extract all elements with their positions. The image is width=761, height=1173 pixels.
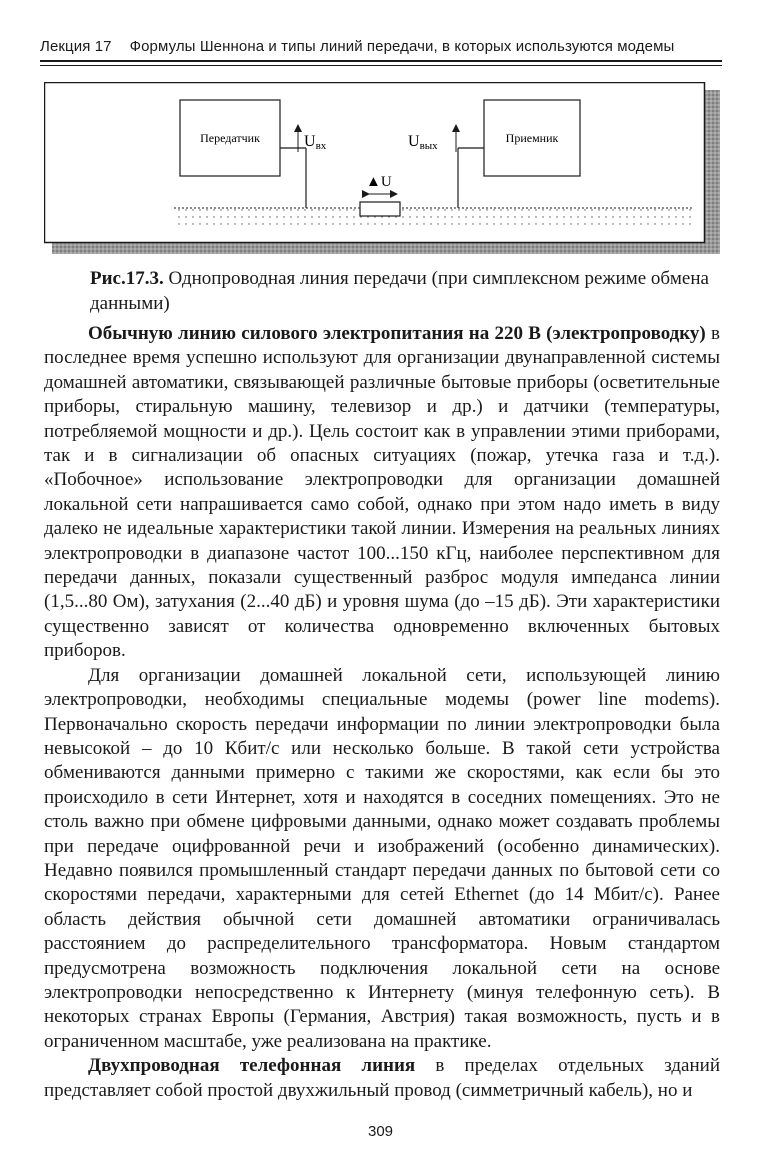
u-out-label: Uвых xyxy=(408,133,438,152)
figure-diagram xyxy=(44,82,724,257)
body-text xyxy=(44,322,720,1103)
page-number: 309 xyxy=(367,1123,394,1140)
header-rule xyxy=(40,60,722,62)
paragraph-lead: Обычную линию силового электропитания на 220 В (электропроводку) xyxy=(88,323,706,344)
paragraph-text: в пределах отдельных зданий представляет собой простой двухжильный провод (симметричный кабель), но и xyxy=(44,1055,720,1101)
figure-caption xyxy=(90,266,720,316)
caption-text: Однопроводная линия передачи (при симплексном режиме обмена данными) xyxy=(90,268,709,314)
delta-u-label: ▲U xyxy=(366,174,392,190)
u-in-label: Uвх xyxy=(304,133,327,152)
single-wire-line-diagram xyxy=(44,82,724,257)
paragraph xyxy=(44,1054,720,1103)
running-header xyxy=(40,38,720,55)
paragraph xyxy=(44,664,720,1055)
lecture-number: Лекция 17 xyxy=(40,38,112,55)
paragraph-text: в последнее время успешно используют для организации двунаправленной системы домашней автоматики, связывающей различные бытовые приборы (осветительные приборы, стиральную машину, телевизор и др.) и датчики (температуры, потребляемой мощности и др.). Цель состоит как в управлении этими приборами, так и в сигнализации об опасных ситуациях (пожар, утечка газа и т.д.). «Побочное» использование электропроводки для организации домашней локальной сети напрашивается само собой, однако при этом надо иметь в виду далеко не идеальные характеристики такой линии. Измерения на реальных линиях электропроводки в диапазоне частот 100...150 кГц, наиболее перспективном для передачи данных, показали существенный разброс модуля импеданса линии (1,5...80 Ом), затухания (2...40 дБ) и уровня шума (до –15 дБ). Эти характеристики существенно зависят от количества одновременно включенных бытовых приборов. xyxy=(44,323,720,662)
lecture-title: Формулы Шеннона и типы линий передачи, в которых используются модемы xyxy=(129,38,675,55)
paragraph xyxy=(44,322,720,664)
receiver-label: Приемник xyxy=(505,131,559,145)
paragraph-text: Для организации домашней локальной сети, использующей линию электропроводки, необходимы специальные модемы (power line modems). Первоначально скорость передачи информации по линии электропроводки была невысокой – до 10 Кбит/с или несколько больше. В такой сети устройства обмениваются данными примерно с такими же скоростями, как если бы это происходило в сети Интернет, хотя и находятся в соседних помещениях. Это не столь важно при обмене цифровыми данными, однако может создавать проблемы при передаче оцифрованной речи и изображений (особенно динамических). Недавно появился промышленный стандарт передачи данных по бытовой сети со скоростями передачи, характерными для сетей Ethernet (до 14 Мбит/с). Ранее область действия обычной сети домашней автоматики ограничивалась расстоянием до распределительного трансформатора. Новым стандартом предусмотрена возможность подключения локальной сети на основе электропроводки непосредственно к Интернету (минуя телефонную сеть). В некоторых странах Европы (Германия, Австрия) такая возможность, пусть и в ограниченном масштабе, уже реализована на практике. xyxy=(44,664,720,1052)
paragraph-lead: Двухпроводная телефонная линия xyxy=(88,1055,416,1077)
ground-band xyxy=(174,208,694,230)
header-rule-thin xyxy=(40,65,722,66)
transmitter-label: Передатчик xyxy=(200,131,260,145)
caption-number: Рис.17.3. xyxy=(90,268,164,289)
ground-resistance xyxy=(360,202,400,216)
